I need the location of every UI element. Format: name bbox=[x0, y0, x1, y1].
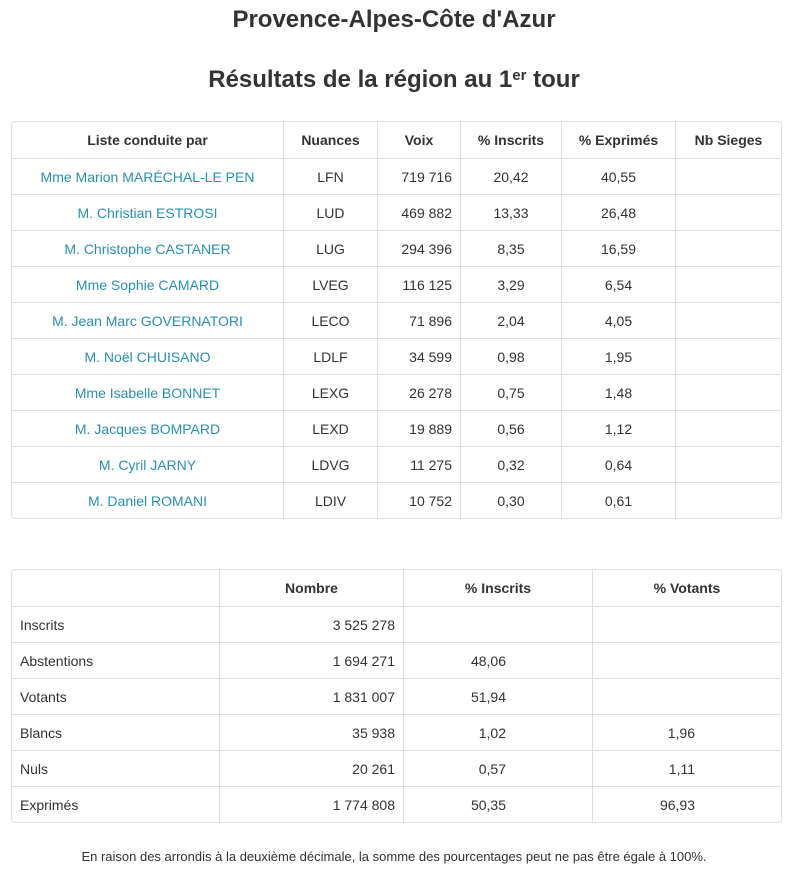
header-nb-sieges: Nb Sieges bbox=[675, 122, 781, 158]
pct-inscrits-cell: 2,04 bbox=[460, 302, 561, 338]
candidate-row bbox=[12, 482, 781, 518]
summary-nombre: 1 694 271 bbox=[219, 642, 403, 678]
summary-row bbox=[12, 786, 781, 822]
summary-row bbox=[12, 750, 781, 786]
candidate-row bbox=[12, 302, 781, 338]
header-liste: Liste conduite par bbox=[87, 132, 208, 148]
pct-inscrits-cell: 8,35 bbox=[460, 230, 561, 266]
summary-pct-votants: 1,11 bbox=[592, 750, 781, 786]
summary-pct-inscrits: 1,02 bbox=[403, 714, 592, 750]
summary-label: Exprimés bbox=[12, 786, 219, 822]
candidate-row bbox=[12, 374, 781, 410]
candidate-name-link[interactable]: M. Noël CHUISANO bbox=[12, 338, 283, 374]
header-nuances: Nuances bbox=[283, 122, 377, 158]
candidate-name-link[interactable]: M. Jacques BOMPARD bbox=[12, 410, 283, 446]
nb-sieges-cell bbox=[675, 374, 781, 410]
pct-exprimes-cell: 40,55 bbox=[561, 158, 675, 194]
candidate-name-link[interactable]: Mme Marion MARÉCHAL-LE PEN bbox=[12, 158, 283, 194]
candidate-row bbox=[12, 410, 781, 446]
pct-inscrits-cell: 0,32 bbox=[460, 446, 561, 482]
page-subtitle bbox=[0, 62, 788, 98]
candidate-name-link[interactable]: M. Cyril JARNY bbox=[12, 446, 283, 482]
nuance-cell: LUD bbox=[283, 194, 377, 230]
pct-exprimes-cell: 4,05 bbox=[561, 302, 675, 338]
voix-cell: 294 396 bbox=[377, 230, 460, 266]
pct-exprimes-cell: 1,48 bbox=[561, 374, 675, 410]
pct-inscrits-cell: 20,42 bbox=[460, 158, 561, 194]
subtitle-suffix: tour bbox=[526, 66, 580, 93]
candidate-row bbox=[12, 230, 781, 266]
summary-pct-votants bbox=[592, 606, 781, 642]
summary-header-pct-votants: % Votants bbox=[592, 570, 781, 606]
summary-row bbox=[12, 642, 781, 678]
pct-exprimes-cell: 1,95 bbox=[561, 338, 675, 374]
voix-cell: 116 125 bbox=[377, 266, 460, 302]
candidate-name-link[interactable]: M. Jean Marc GOVERNATORI bbox=[12, 302, 283, 338]
nuance-cell: LDLF bbox=[283, 338, 377, 374]
header-pct-inscrits: % Inscrits bbox=[460, 122, 561, 158]
voix-cell: 10 752 bbox=[377, 482, 460, 518]
candidate-row bbox=[12, 266, 781, 302]
voix-cell: 11 275 bbox=[377, 446, 460, 482]
summary-header-row bbox=[12, 570, 781, 606]
summary-table bbox=[11, 569, 782, 823]
nuance-cell: LECO bbox=[283, 302, 377, 338]
summary-label: Blancs bbox=[12, 714, 219, 750]
pct-inscrits-cell: 0,98 bbox=[460, 338, 561, 374]
summary-nombre: 1 774 808 bbox=[219, 786, 403, 822]
nb-sieges-cell bbox=[675, 158, 781, 194]
summary-pct-votants: 96,93 bbox=[592, 786, 781, 822]
rounding-note: En raison des arrondis à la deuxième décimale, la somme des pourcentages peut ne pas être égale à 100%. bbox=[81, 849, 707, 864]
pct-inscrits-cell: 0,75 bbox=[460, 374, 561, 410]
nb-sieges-cell bbox=[675, 446, 781, 482]
summary-pct-votants bbox=[592, 678, 781, 714]
summary-label: Abstentions bbox=[12, 642, 219, 678]
subtitle-text: Résultats de la région au 1 bbox=[208, 66, 513, 93]
nuance-cell: LVEG bbox=[283, 266, 377, 302]
summary-header-pct-inscrits: % Inscrits bbox=[403, 570, 592, 606]
summary-nombre: 3 525 278 bbox=[219, 606, 403, 642]
summary-header-nombre: Nombre bbox=[219, 570, 403, 606]
nb-sieges-cell bbox=[675, 302, 781, 338]
summary-label: Nuls bbox=[12, 750, 219, 786]
summary-pct-inscrits: 50,35 bbox=[403, 786, 592, 822]
candidate-row bbox=[12, 194, 781, 230]
nuance-cell: LUG bbox=[283, 230, 377, 266]
pct-exprimes-cell: 0,64 bbox=[561, 446, 675, 482]
pct-inscrits-cell: 3,29 bbox=[460, 266, 561, 302]
candidate-name-link[interactable]: M. Christophe CASTANER bbox=[12, 230, 283, 266]
nb-sieges-cell bbox=[675, 482, 781, 518]
pct-exprimes-cell: 6,54 bbox=[561, 266, 675, 302]
summary-pct-votants: 1,96 bbox=[592, 714, 781, 750]
page-title: Provence-Alpes-Côte d'Azur bbox=[232, 6, 556, 33]
summary-pct-inscrits: 0,57 bbox=[403, 750, 592, 786]
summary-pct-inscrits: 51,94 bbox=[403, 678, 592, 714]
results-table bbox=[11, 121, 782, 519]
nb-sieges-cell bbox=[675, 230, 781, 266]
voix-cell: 19 889 bbox=[377, 410, 460, 446]
summary-pct-inscrits: 48,06 bbox=[403, 642, 592, 678]
summary-nombre: 35 938 bbox=[219, 714, 403, 750]
pct-inscrits-cell: 0,30 bbox=[460, 482, 561, 518]
nb-sieges-cell bbox=[675, 410, 781, 446]
results-header-row bbox=[12, 122, 781, 158]
voix-cell: 34 599 bbox=[377, 338, 460, 374]
pct-exprimes-cell: 1,12 bbox=[561, 410, 675, 446]
header-voix: Voix bbox=[377, 122, 460, 158]
candidate-name-link[interactable]: Mme Isabelle BONNET bbox=[12, 374, 283, 410]
candidate-row bbox=[12, 158, 781, 194]
pct-inscrits-cell: 0,56 bbox=[460, 410, 561, 446]
pct-exprimes-cell: 26,48 bbox=[561, 194, 675, 230]
voix-cell: 71 896 bbox=[377, 302, 460, 338]
candidate-row bbox=[12, 338, 781, 374]
voix-cell: 469 882 bbox=[377, 194, 460, 230]
nb-sieges-cell bbox=[675, 194, 781, 230]
nuance-cell: LEXD bbox=[283, 410, 377, 446]
candidate-name-link[interactable]: M. Daniel ROMANI bbox=[12, 482, 283, 518]
summary-pct-inscrits bbox=[403, 606, 592, 642]
header-pct-exprimes: % Exprimés bbox=[561, 122, 675, 158]
summary-nombre: 20 261 bbox=[219, 750, 403, 786]
voix-cell: 719 716 bbox=[377, 158, 460, 194]
summary-nombre: 1 831 007 bbox=[219, 678, 403, 714]
summary-label: Votants bbox=[12, 678, 219, 714]
candidate-name-link[interactable]: Mme Sophie CAMARD bbox=[12, 266, 283, 302]
summary-row bbox=[12, 606, 781, 642]
summary-row bbox=[12, 714, 781, 750]
subtitle-superscript: er bbox=[512, 67, 527, 84]
nb-sieges-cell bbox=[675, 266, 781, 302]
summary-header-empty bbox=[12, 570, 219, 606]
voix-cell: 26 278 bbox=[377, 374, 460, 410]
nuance-cell: LDVG bbox=[283, 446, 377, 482]
candidate-row bbox=[12, 446, 781, 482]
summary-label: Inscrits bbox=[12, 606, 219, 642]
pct-inscrits-cell: 13,33 bbox=[460, 194, 561, 230]
candidate-name-link[interactable]: M. Christian ESTROSI bbox=[12, 194, 283, 230]
summary-row bbox=[12, 678, 781, 714]
summary-pct-votants bbox=[592, 642, 781, 678]
nuance-cell: LEXG bbox=[283, 374, 377, 410]
nuance-cell: LFN bbox=[283, 158, 377, 194]
pct-exprimes-cell: 16,59 bbox=[561, 230, 675, 266]
pct-exprimes-cell: 0,61 bbox=[561, 482, 675, 518]
nb-sieges-cell bbox=[675, 338, 781, 374]
nuance-cell: LDIV bbox=[283, 482, 377, 518]
